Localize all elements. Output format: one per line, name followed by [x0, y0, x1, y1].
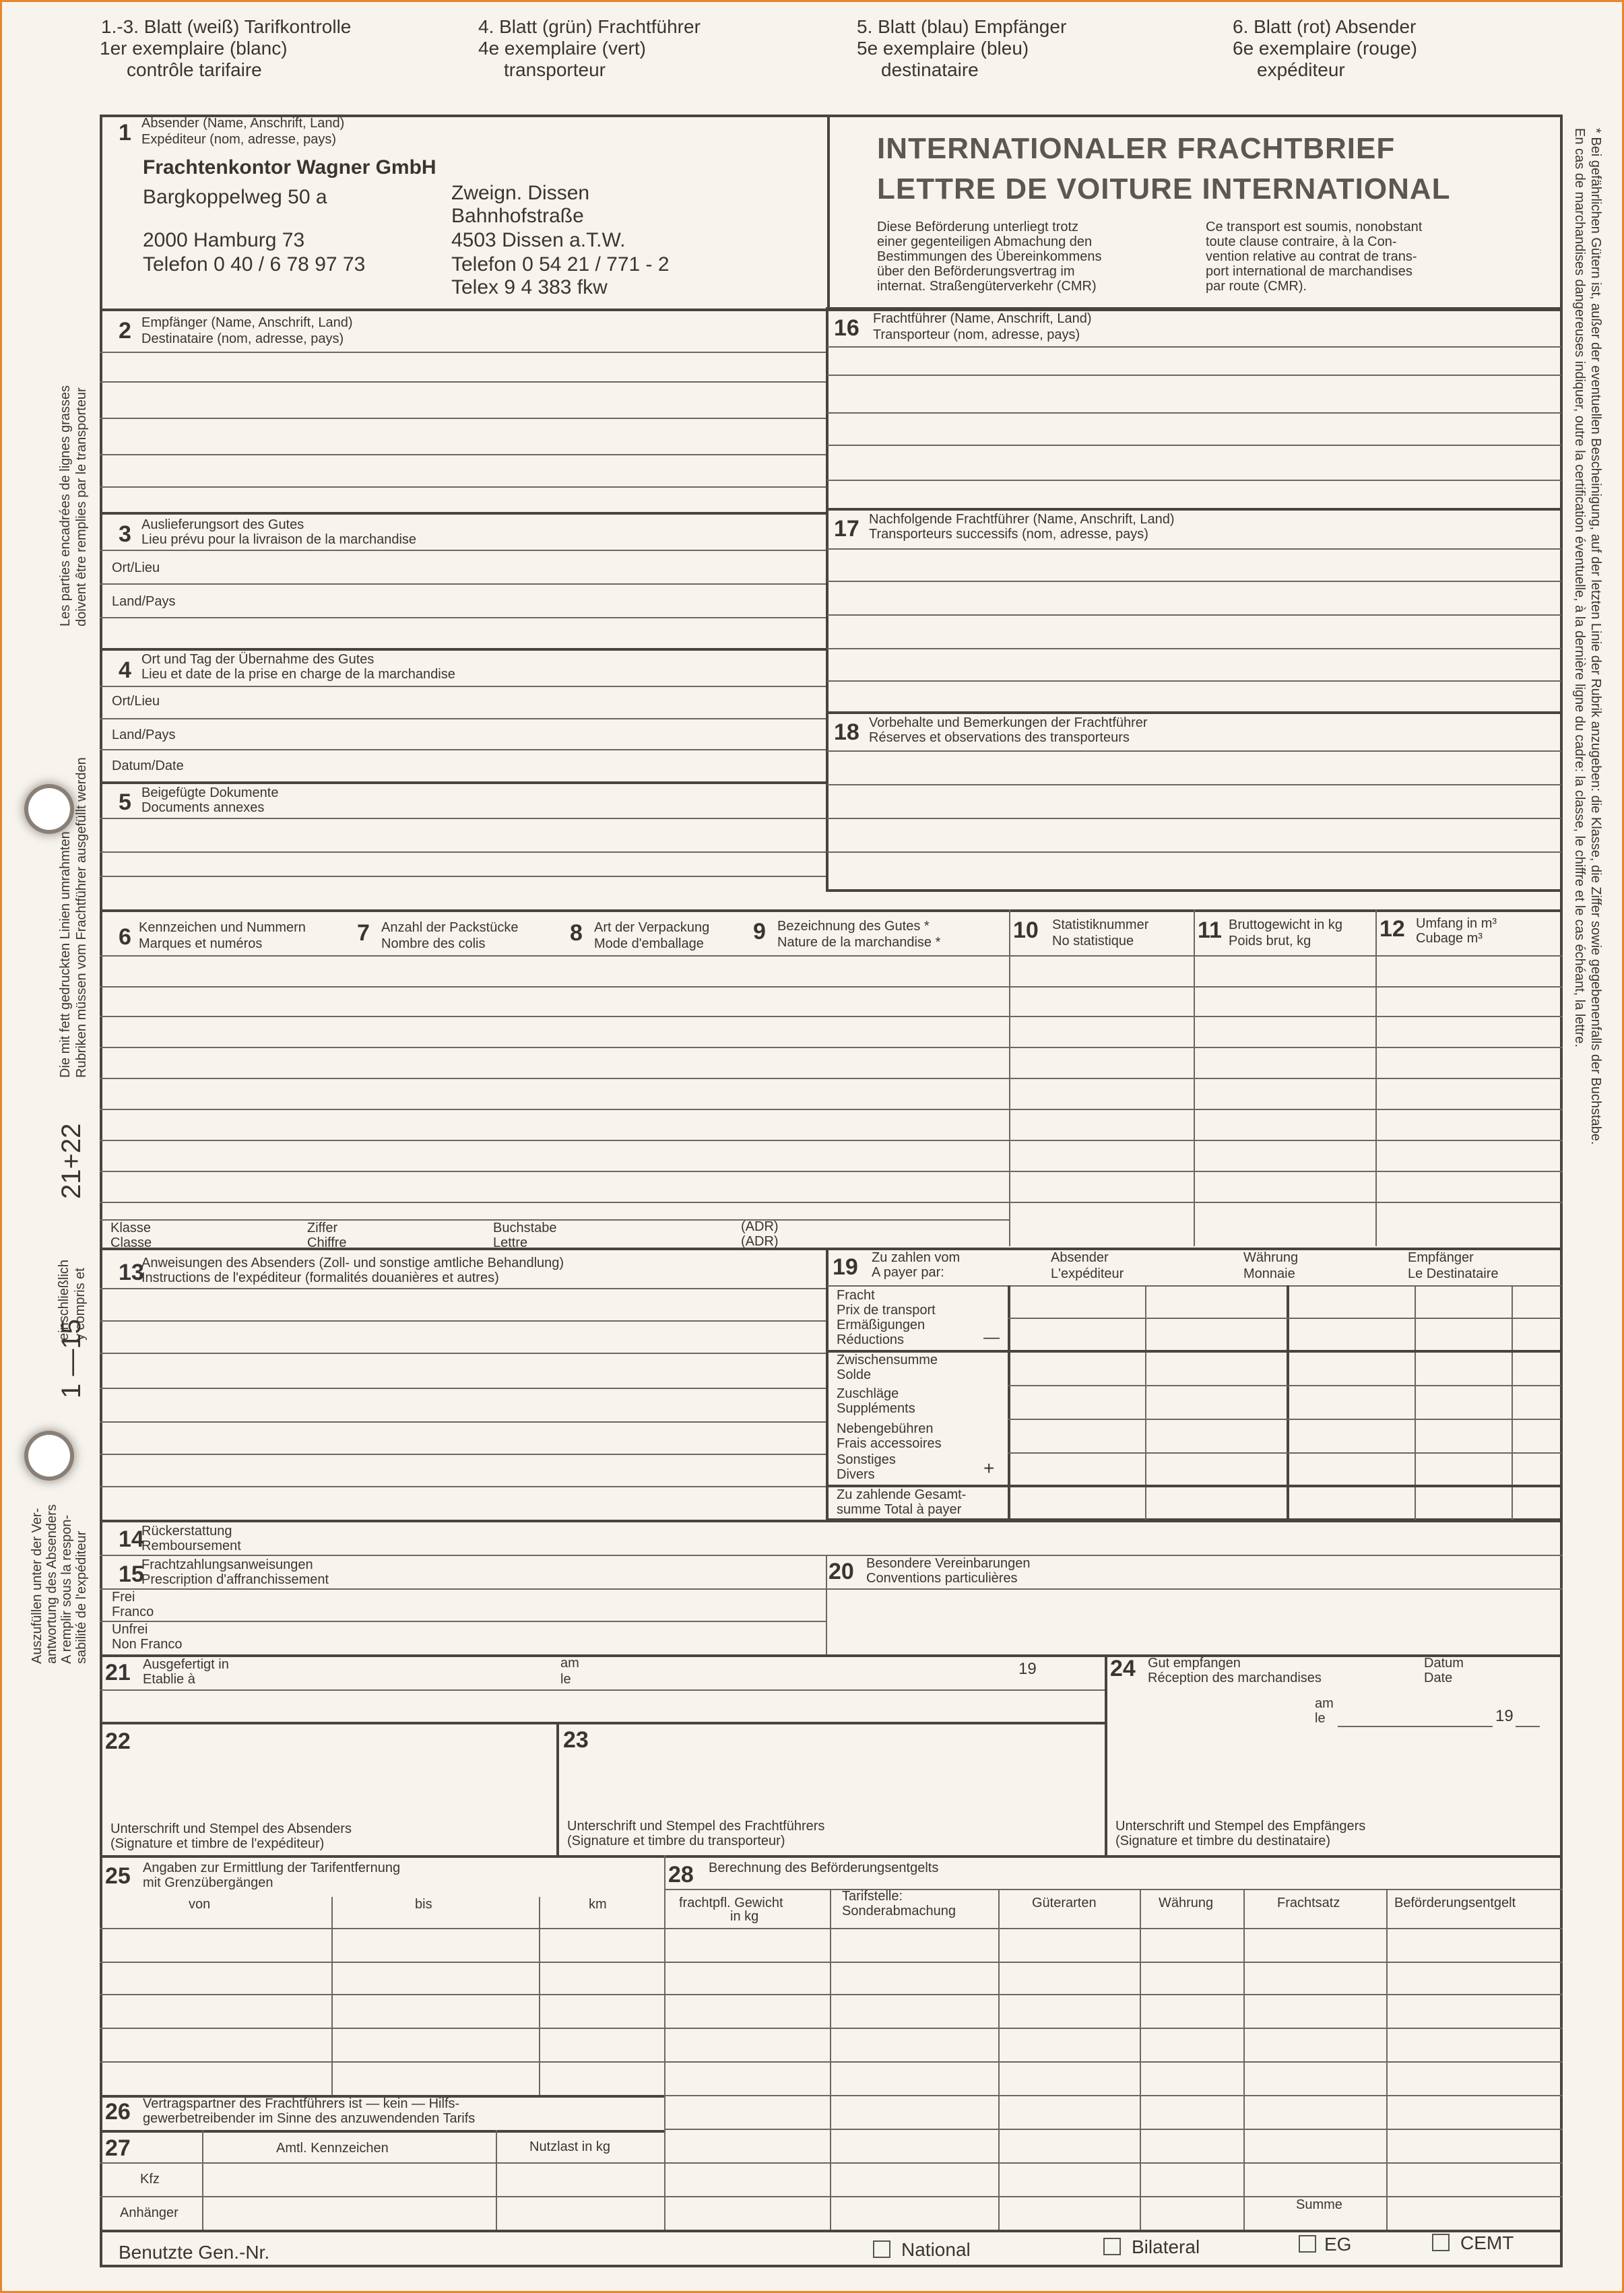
copy-line: contrôle tarifaire [127, 59, 262, 80]
place-label: Ort/Lieu [112, 560, 160, 575]
charge-row-label: Zu zahlende Gesamt- [837, 1487, 967, 1502]
notice-line: über den Beförderungsvertrag im [877, 264, 1075, 279]
sender-branch-city[interactable]: 4503 Dissen a.T.W. [451, 229, 626, 251]
field-label-de: Vorbehalte und Bemerkungen der Frachtführer [869, 715, 1148, 730]
copy-line: 5. Blatt (blau) Empfänger [857, 16, 1067, 37]
field-number: 17 [834, 516, 859, 542]
punch-hole [28, 788, 70, 830]
carrier-box [826, 307, 1563, 892]
field-label-de: Ort und Tag der Übernahme des Gutes [141, 652, 375, 667]
field-label-de: mit Grenzübergängen [143, 1875, 273, 1890]
field-number: 18 [834, 719, 859, 745]
field-label-de: Art der Verpackung [594, 920, 710, 935]
field-label-fr: No statistique [1052, 934, 1134, 948]
field-label-de: Rückerstattung [141, 1524, 232, 1539]
margin-range: 21+22 [57, 1123, 86, 1199]
contract-note: Vertragspartner des Frachtführers ist — kein — Hilfs- [143, 2096, 460, 2111]
charge-row-label: Divers [837, 1467, 875, 1482]
margin-note: y compris et [73, 1268, 88, 1341]
col-from: von [189, 1897, 211, 1912]
field-label-fr: A payer par: [872, 1265, 944, 1280]
sender-street[interactable]: Bargkoppelweg 50 a [143, 186, 327, 208]
field-label-de: Gut empfangen [1148, 1656, 1241, 1671]
field-number: 6 [119, 924, 131, 950]
margin-note: doivent être remplies par le transporteur [74, 387, 89, 626]
copy-line: transporteur [504, 59, 606, 80]
col-tariff: Tarifstelle: [842, 1889, 903, 1904]
sender-branch[interactable]: Zweign. Dissen [451, 182, 590, 204]
contract-note: gewerbetreibender im Sinne des anzuwendenden Tarifs [143, 2111, 476, 2126]
field-label-fr: Lieu et date de la prise en charge de la marchandise [141, 667, 455, 682]
field-number: 16 [834, 315, 859, 341]
field-label-fr: Transporteur (nom, adresse, pays) [873, 327, 1080, 342]
copy-line: 5e exemplaire (bleu) [857, 38, 1029, 59]
margin-note: sabilité de l'expéditeur [74, 1530, 89, 1664]
eg-checkbox[interactable] [1299, 2235, 1316, 2253]
sender-city[interactable]: 2000 Hamburg 73 [143, 229, 305, 251]
charge-row-label: Solde [837, 1367, 872, 1382]
field-label-de: Anweisungen des Absenders (Zoll- und sonstige amtliche Behandlung) [141, 1256, 564, 1270]
payer-col-sender: Absender [1051, 1250, 1109, 1265]
charge-row-label: Suppléments [837, 1401, 915, 1416]
field-label-fr: Nombre des colis [381, 936, 486, 951]
field-label-fr: Cubage m³ [1416, 931, 1483, 946]
field-number: 13 [119, 1260, 144, 1285]
national-checkbox[interactable] [873, 2240, 890, 2258]
field-number: 14 [119, 1526, 144, 1552]
field-label-fr: Prescription d'affranchissement [141, 1572, 329, 1587]
col-weight: frachtpfl. Gewicht [679, 1896, 783, 1910]
freight-option-label: Frei [112, 1590, 135, 1605]
sum-label: Summe [1296, 2197, 1342, 2212]
col-payload: Nutzlast in kg [529, 2139, 611, 2154]
field-label-fr: Expéditeur (nom, adresse, pays) [141, 132, 337, 147]
payer-col-consignee: Empfänger [1408, 1250, 1474, 1265]
field-label-fr: Nature de la marchandise * [777, 935, 941, 950]
minus-sign: — [983, 1328, 1000, 1347]
charge-row-label: Sonstiges [837, 1452, 896, 1467]
field-label-fr: Réserves et observations des transporteurs [869, 730, 1130, 745]
field-label-fr: Instructions de l'expéditeur (formalités douanières et autres) [141, 1270, 499, 1285]
adr-number-label: Ziffer [307, 1221, 338, 1235]
margin-range: 1 —15 [57, 1319, 86, 1398]
field-label-fr: Remboursement [141, 1539, 241, 1553]
date-label: Datum/Date [112, 758, 184, 773]
sender-phone[interactable]: Telefon 0 40 / 6 78 97 73 [143, 253, 366, 276]
field-label-de: Zu zahlen vom [872, 1250, 961, 1265]
field-label-fr: Marques et numéros [139, 936, 263, 951]
col-to: bis [415, 1897, 432, 1912]
field-number: 1 [119, 120, 131, 146]
field-label-de: Kennzeichen und Nummern [139, 920, 306, 935]
field-label-de: Empfänger (Name, Anschrift, Land) [141, 315, 353, 330]
signature-label: (Signature et timbre de l'expéditeur) [110, 1836, 325, 1851]
field-number: 2 [119, 318, 131, 344]
payer-col-currency: Monnaie [1243, 1266, 1295, 1281]
col-plate: Amtl. Kennzeichen [276, 2141, 389, 2156]
copy-line: 1er exemplaire (blanc) [100, 38, 288, 59]
field-number: 7 [357, 920, 370, 946]
margin-note: antwortung des Absenders [44, 1504, 59, 1664]
field-number: 28 [668, 1862, 694, 1887]
margin-note: einschließlich [57, 1259, 71, 1341]
notice-line: par route (CMR). [1206, 279, 1307, 294]
date-prefix: am [560, 1656, 579, 1671]
col-goods-type: Güterarten [1032, 1896, 1097, 1910]
field-label-de: Statistiknummer [1052, 917, 1149, 932]
col-currency: Währung [1159, 1896, 1214, 1910]
notice-line: Bestimmungen des Übereinkommens [877, 249, 1102, 264]
field-label-de: Absender (Name, Anschrift, Land) [141, 116, 345, 131]
plus-sign: + [983, 1458, 995, 1479]
field-label-fr: Réception des marchandises [1148, 1671, 1322, 1685]
col-charge: Beförderungsentgelt [1394, 1896, 1516, 1910]
charge-row-label: Prix de transport [837, 1303, 936, 1318]
year-prefix: 19 [1018, 1660, 1037, 1678]
notice-line: Diese Beförderung unterliegt trotz [877, 220, 1079, 234]
country-label: Land/Pays [112, 728, 176, 742]
adr-number-label: Chiffre [307, 1235, 347, 1250]
signature-label: Unterschrift und Stempel des Empfängers [1115, 1819, 1366, 1834]
freight-option-label: Franco [112, 1605, 154, 1619]
cemt-label: CEMT [1460, 2232, 1514, 2253]
field-number: 25 [105, 1863, 131, 1889]
field-label-fr: Mode d'emballage [594, 936, 704, 951]
field-label-de: Frachtführer (Name, Anschrift, Land) [873, 311, 1092, 326]
field-label-de: Nachfolgende Frachtführer (Name, Anschrift, Land) [869, 512, 1175, 527]
field-number: 11 [1198, 917, 1222, 943]
field-label-de: Umfang in m³ [1416, 916, 1497, 931]
copy-line: expéditeur [1257, 59, 1345, 80]
field-label-fr: Etablie à [143, 1672, 195, 1687]
cemt-checkbox[interactable] [1432, 2234, 1450, 2251]
margin-note: Die mit fett gedruckten Linien umrahmten [58, 831, 73, 1078]
copy-line: 1.-3. Blatt (weiß) Tarifkontrolle [101, 16, 352, 37]
field-label-fr: Conventions particulières [866, 1571, 1018, 1586]
margin-note: En cas de marchandises dangereuses indiquer, outre la certification éventuelle, à la dernière ligne du cadre: la classe, le chiffre et le cas échéant, la lettre. [1572, 128, 1587, 1047]
field-number: 23 [563, 1727, 589, 1753]
col-km: km [589, 1897, 607, 1912]
margin-note: Rubriken müssen vom Frachtführer ausgefüllt werden [74, 757, 89, 1078]
date-label: Date [1424, 1671, 1453, 1685]
sender-telex[interactable]: Telex 9 4 383 fkw [451, 276, 608, 298]
charge-row-label: Frais accessoires [837, 1436, 942, 1451]
sender-branch-phone[interactable]: Telefon 0 54 21 / 771 - 2 [451, 253, 670, 276]
copy-line: destinataire [881, 59, 979, 80]
adr-label: (ADR) [741, 1234, 779, 1249]
field-number: 12 [1379, 916, 1405, 942]
charge-row-label: Ermäßigungen [837, 1318, 925, 1332]
payer-col-sender: L'expéditeur [1051, 1266, 1124, 1281]
freight-option-label: Unfrei [112, 1622, 148, 1637]
notice-line: toute clause contraire, à la Con- [1206, 234, 1397, 249]
adr-label: (ADR) [741, 1219, 779, 1234]
field-number: 4 [119, 657, 131, 683]
signature-label: (Signature et timbre du transporteur) [567, 1834, 785, 1848]
field-number: 10 [1013, 917, 1039, 943]
adr-letter-label: Buchstabe [493, 1221, 557, 1235]
margin-note: Les parties encadrées de lignes grasses [58, 385, 73, 626]
field-number: 20 [829, 1559, 854, 1584]
notice-line: einer gegenteiligen Abmachung den [877, 234, 1093, 249]
vehicle-label: Kfz [140, 2172, 160, 2187]
eg-label: EG [1324, 2234, 1352, 2255]
signature-label: (Signature et timbre du destinataire) [1115, 1834, 1331, 1848]
adr-class-label: Klasse [110, 1221, 152, 1235]
field-number: 21 [105, 1660, 131, 1685]
field-label-de: Frachtzahlungsanweisungen [141, 1557, 313, 1572]
payer-col-currency: Währung [1243, 1250, 1299, 1265]
field-number: 5 [119, 789, 131, 815]
field-number: 26 [105, 2099, 131, 2125]
date-prefix: am [1315, 1696, 1334, 1711]
margin-note: Auszufüllen unter der Ver- [30, 1508, 44, 1664]
field-number: 9 [753, 919, 766, 944]
year-prefix: 19 [1495, 1707, 1514, 1725]
field-number: 19 [833, 1254, 858, 1280]
title-de: INTERNATIONALER FRACHTBRIEF [877, 132, 1396, 165]
field-number: 24 [1110, 1656, 1136, 1681]
bilateral-label: Bilateral [1132, 2236, 1200, 2257]
payer-col-consignee: Le Destinataire [1408, 1266, 1499, 1281]
field-number: 15 [119, 1561, 144, 1587]
bilateral-checkbox[interactable] [1103, 2238, 1121, 2255]
date-label: Datum [1424, 1656, 1464, 1671]
title-fr: LETTRE DE VOITURE INTERNATIONAL [877, 172, 1451, 205]
notice-line: internat. Straßengüterverkehr (CMR) [877, 279, 1097, 294]
copy-line: 6. Blatt (rot) Absender [1233, 16, 1417, 37]
col-tariff: Sonderabmachung [842, 1904, 956, 1918]
freight-option-label: Non Franco [112, 1637, 183, 1652]
national-label: National [901, 2239, 971, 2260]
field-label-de: Berechnung des Beförderungsentgelts [709, 1861, 939, 1875]
field-label-de: Besondere Vereinbarungen [866, 1556, 1031, 1571]
field-label-de: Bezeichnung des Gutes * [777, 919, 930, 934]
field-label-de: Ausgefertigt in [143, 1657, 229, 1672]
col-rate: Frachtsatz [1277, 1896, 1340, 1910]
field-label-de: Angaben zur Ermittlung der Tarifentfernung [143, 1861, 401, 1875]
field-label-de: Auslieferungsort des Gutes [141, 517, 304, 532]
field-number: 27 [105, 2135, 131, 2161]
margin-note: * Bei gefährlichen Gütern ist, außer der eventuellen Bescheinigung, auf der letzten Linie der Rubrik anzugeben: die Klasse, die Ziffer sowie gegebenenfalls der Buchstabe. [1588, 128, 1603, 1145]
date-prefix: le [560, 1672, 571, 1687]
field-label-fr: Poids brut, kg [1229, 934, 1311, 948]
field-label-de: Beigefügte Dokumente [141, 785, 279, 800]
adr-letter-label: Lettre [493, 1235, 528, 1250]
field-number: 3 [119, 521, 131, 547]
charge-row-label: Nebengebühren [837, 1421, 934, 1436]
field-number: 8 [570, 920, 583, 946]
charge-row-label: summe Total à payer [837, 1502, 962, 1517]
signature-label: Unterschrift und Stempel des Frachtführers [567, 1819, 825, 1834]
trailer-label: Anhänger [120, 2205, 178, 2220]
copy-line: 4e exemplaire (vert) [478, 38, 646, 59]
col-weight-unit: in kg [730, 1909, 759, 1924]
adr-class-label: Classe [110, 1235, 152, 1250]
sender-branch-street[interactable]: Bahnhofstraße [451, 205, 584, 227]
sender-company[interactable]: Frachtenkontor Wagner GmbH [143, 156, 436, 179]
notice-line: vention relative au contrat de trans- [1206, 249, 1417, 264]
charge-row-label: Zwischensumme [837, 1353, 938, 1367]
field-label-fr: Destinataire (nom, adresse, pays) [141, 331, 344, 346]
field-label-de: Bruttogewicht in kg [1229, 917, 1342, 932]
charge-row-label: Réductions [837, 1332, 905, 1347]
margin-note: A remplir sous la respon- [59, 1514, 74, 1664]
charge-row-label: Fracht [837, 1288, 875, 1303]
place-label: Ort/Lieu [112, 694, 160, 709]
field-label-fr: Documents annexes [141, 800, 265, 815]
copy-line: 6e exemplaire (rouge) [1233, 38, 1417, 59]
country-label: Land/Pays [112, 594, 176, 609]
field-label-fr: Transporteurs successifs (nom, adresse, pays) [869, 527, 1148, 542]
date-prefix: le [1315, 1711, 1326, 1726]
payment-box [826, 1248, 1563, 1521]
copy-line: 4. Blatt (grün) Frachtführer [478, 16, 701, 37]
notice-line: port international de marchandises [1206, 264, 1412, 279]
field-number: 22 [105, 1729, 131, 1754]
gen-number-label: Benutzte Gen.-Nr. [119, 2242, 270, 2263]
signature-label: Unterschrift und Stempel des Absenders [110, 1821, 352, 1836]
punch-hole [28, 1435, 70, 1477]
field-label-fr: Lieu prévu pour la livraison de la marchandise [141, 532, 417, 547]
field-label-de: Anzahl der Packstücke [381, 920, 519, 935]
charge-row-label: Zuschläge [837, 1386, 899, 1401]
notice-line: Ce transport est soumis, nonobstant [1206, 220, 1423, 234]
